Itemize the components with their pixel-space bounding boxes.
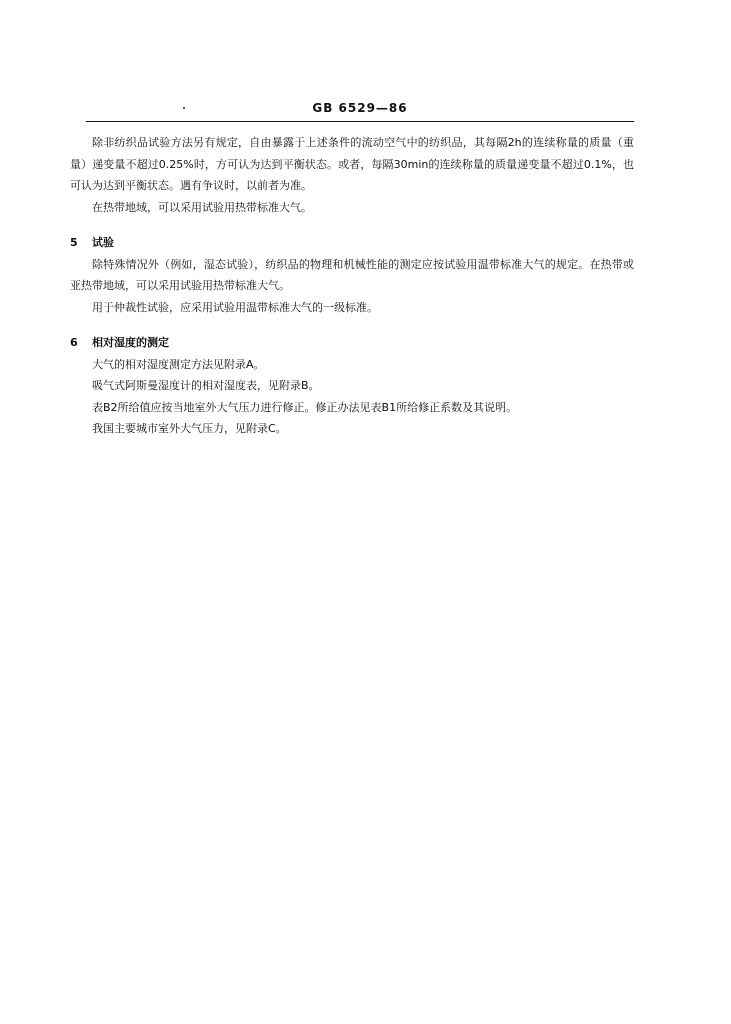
spacer (70, 218, 634, 232)
section-6-heading (70, 332, 634, 354)
line-appendix-b: 吸气式阿斯曼湿度计的相对湿度表，见附录B。 (92, 379, 320, 392)
line-appendix-c: 我国主要城市室外大气压力，见附录C。 (92, 422, 287, 435)
section-5-number: 5 (70, 236, 78, 249)
paragraph-test-conditions: 除特殊情况外（例如，湿态试验），纺织品的物理和机械性能的测定应按试验用温带标准大气的规定。在热带或亚热带地域，可以采用试验用热带标准大气。 (70, 257, 634, 292)
document-body (70, 132, 634, 440)
section-6-number: 6 (70, 336, 78, 349)
section-6-lines (70, 354, 634, 440)
line-table-b2-correction: 表B2所给值应按当地室外大气压力进行修正。修正办法见表B1所给修正系数及其说明。 (92, 400, 518, 414)
line-appendix-a: 大气的相对湿度测定方法见附录A。 (92, 357, 265, 371)
page-header-standard-code: GB 6529—86 (312, 101, 408, 115)
section-5-heading (70, 232, 634, 254)
scan-speck (183, 107, 185, 109)
spacer (70, 318, 634, 332)
header-rule (86, 121, 634, 122)
paragraph-arbitration-test: 用于仲裁性试验，应采用试验用温带标准大气的一级标准。 (92, 300, 378, 314)
section-6-title: 相对湿度的测定 (92, 336, 169, 349)
section-5-title: 试验 (92, 236, 114, 249)
paragraph-equilibrium-criteria: 除非纺织品试验方法另有规定，自由暴露于上述条件的流动空气中的纺织品，其每隔2h的连续称量的质量（重量）递变量不超过0.25%时，方可认为达到平衡状态。或者，每隔30min的连续称量的质量递变量不超过0.1%，也可认为达到平衡状态。遇有争议时，以前者为准。 (70, 136, 634, 192)
paragraph-tropical-atmosphere: 在热带地域，可以采用试验用热带标准大气。 (92, 200, 312, 214)
